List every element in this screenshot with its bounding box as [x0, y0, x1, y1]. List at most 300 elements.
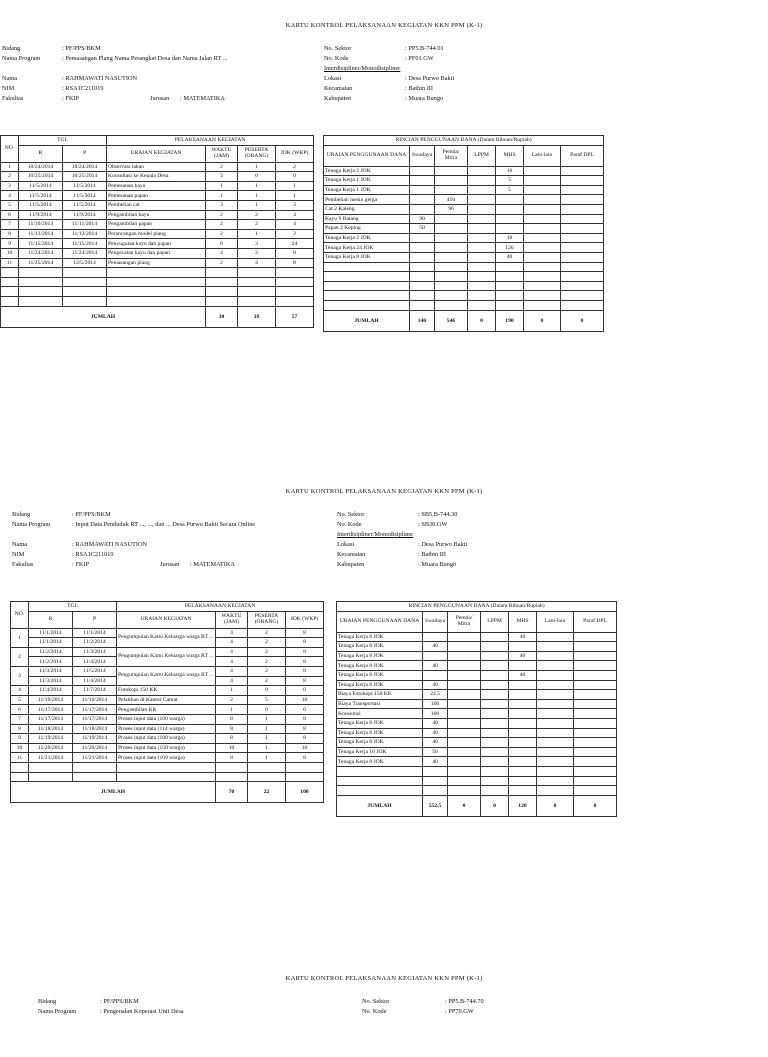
- participants: 5: [248, 695, 286, 705]
- date-p: 11/5/2014: [63, 200, 107, 210]
- total-value: 22: [248, 782, 286, 803]
- jok: 2: [276, 162, 314, 172]
- date-r: 11/21/2014: [29, 753, 73, 763]
- fund-description: Tenaga Kerja 1 JOK: [324, 176, 410, 186]
- col-header-pemda: Pemda/ Mitra: [448, 611, 481, 632]
- fund-description: Cat 2 Kaleng: [324, 204, 410, 214]
- hours: 2: [206, 229, 238, 239]
- location-info: [362, 997, 484, 1017]
- col-header-lppm: LPPM: [468, 145, 496, 166]
- jok: 4: [276, 210, 314, 220]
- row-number: 10: [1, 248, 19, 258]
- field-value-nim: : RSA1C211019: [72, 551, 114, 558]
- total-value: 30: [206, 306, 238, 327]
- field-value-nama: : RAHMAWATI NASUTION: [72, 541, 148, 548]
- field-value-lokasi: : Desa Purwo Bakti: [405, 75, 455, 82]
- col-header-tgl: TGL: [29, 602, 117, 612]
- date-r: 11/3/2014: [29, 676, 73, 686]
- row-number: 11: [1, 258, 19, 268]
- fund-description: Tenaga Kerja 8 JOK: [337, 661, 423, 671]
- date-p: 11/24/2014: [63, 248, 107, 258]
- participants: 2: [248, 666, 286, 676]
- col-header-waktu: WAKTU (JAM): [216, 611, 248, 628]
- field-label: Jurusan: [150, 95, 170, 102]
- fund-amount: 10: [496, 233, 524, 243]
- fund-amount: 40: [423, 757, 448, 767]
- field-value-bidang: : PF/PPS/BKM: [72, 511, 111, 518]
- col-header-paraf: Paraf DPL: [561, 145, 604, 166]
- date-r: 11/15/2014: [19, 239, 63, 249]
- col-header-mhs: MHS: [509, 611, 537, 632]
- activity-description: Pemesanan papan: [107, 191, 206, 201]
- field-value-kecamatan: : Bathin III: [405, 85, 433, 92]
- date-p: 11/7/2014: [73, 686, 117, 696]
- date-p: 11/3/2014: [73, 647, 117, 657]
- activity-description: Pengambilan kayu: [107, 210, 206, 220]
- field-label: Nama Program: [12, 521, 51, 528]
- date-p: 11/15/2014: [63, 239, 107, 249]
- field-value-program: : Pengenalan Koperasi Unit Desa: [100, 1008, 184, 1015]
- fund-amount: 40: [509, 670, 537, 680]
- col-header-pelaksanaan: PELAKSANAAN KEGIATAN: [117, 602, 324, 612]
- hours: 4: [206, 248, 238, 258]
- jok: 0: [286, 705, 324, 715]
- total-value: 546: [435, 310, 468, 331]
- activity-description: Proses input data (114 warga): [117, 724, 216, 734]
- date-p: 11/21/2014: [73, 753, 117, 763]
- activity-description: Pengumpulan Kartu Keluarga warga RT ...: [117, 666, 216, 685]
- date-r: 11/13/2014: [19, 229, 63, 239]
- jok: 8: [286, 753, 324, 763]
- jok: 1: [276, 191, 314, 201]
- fund-description: Tenaga Kerja 8 JOK: [337, 680, 423, 690]
- fund-amount: 100: [423, 699, 448, 709]
- participants: 2: [238, 210, 276, 220]
- field-label: Nama: [12, 541, 28, 548]
- total-value: 0: [537, 795, 574, 816]
- card-title: KARTU KONTROL PELAKSANAAN KEGIATAN KKN PPM (K-1): [285, 22, 483, 29]
- participants: 2: [248, 638, 286, 648]
- field-value-lokasi: : Desa Purwo Bakti: [418, 541, 468, 548]
- field-value-kode: : PP70.GW: [445, 1008, 474, 1015]
- date-p: 11/11/2014: [63, 220, 107, 230]
- jok: 8: [276, 258, 314, 268]
- field-value-kecamatan: : Bathin III: [418, 551, 446, 558]
- fund-description: Biaya Fotokopi 150 KK: [337, 690, 423, 700]
- date-r: 11/17/2014: [29, 714, 73, 724]
- card-title: KARTU KONTROL PELAKSANAAN KEGIATAN KKN PPM (K-1): [285, 488, 483, 495]
- jok: 3: [276, 200, 314, 210]
- participants: 0: [248, 686, 286, 696]
- field-label: No. Kode: [337, 521, 362, 528]
- participants: 1: [248, 743, 286, 753]
- participants: 0: [238, 172, 276, 182]
- row-number: 9: [11, 734, 29, 744]
- date-p: 11/18/2014: [73, 724, 117, 734]
- fund-amount: 50: [410, 224, 435, 234]
- participants: 1: [238, 229, 276, 239]
- fund-amount: 90: [410, 214, 435, 224]
- col-header-lain: Lain-lain: [537, 611, 574, 632]
- field-label: Fakultas: [2, 95, 24, 102]
- field-value-jurusan: : MATEMATIKA: [180, 95, 225, 102]
- date-r: 11/19/2014: [29, 734, 73, 744]
- field-label: Lokasi: [324, 75, 342, 82]
- fund-description: Tenaga Kerja 10 JOK: [337, 747, 423, 757]
- date-p: 10/24/2014: [63, 162, 107, 172]
- field-value-sektor: : PP5.B-744.01: [405, 45, 444, 52]
- activity-description: Pengumpulan Kartu Keluarga warga RT ...: [117, 647, 216, 666]
- row-number: 4: [1, 191, 19, 201]
- activity-description: Pengecatan kayu dan papan: [107, 248, 206, 258]
- hours: 4: [216, 628, 248, 638]
- participants: 1: [238, 162, 276, 172]
- field-value-program: : Pemasangan Plang Nama Perangkat Desa dan Nama Jalan RT ...: [62, 55, 228, 62]
- date-p: 11/1/2014: [73, 628, 117, 638]
- fund-description: Tenaga Kerja 2 JOK: [324, 233, 410, 243]
- fund-amount: 120: [496, 243, 524, 253]
- col-header-swadaya: Swadaya: [423, 611, 448, 632]
- field-label: Fakultas: [12, 561, 34, 568]
- hours: 4: [216, 647, 248, 657]
- fund-description: Tenaga Kerja 8 JOK: [337, 757, 423, 767]
- jok: 8: [286, 734, 324, 744]
- field-value-bidang: : PF/PPS/BKM: [62, 45, 101, 52]
- activity-description: Konsultasi ke Kepala Desa: [107, 172, 206, 182]
- field-label: Kecamatan: [324, 85, 353, 92]
- fund-amount: 100: [423, 709, 448, 719]
- date-p: 10/25/2014: [63, 172, 107, 182]
- fund-amount: 5: [496, 176, 524, 186]
- activity-description: Pelatihan di Kantor Camat: [117, 695, 216, 705]
- col-header-uraian: URAIAN KEGIATAN: [117, 611, 216, 628]
- row-number: 6: [11, 705, 29, 715]
- field-label: Bidang: [38, 998, 57, 1005]
- fund-amount: 40: [423, 680, 448, 690]
- fund-description: Tenaga Kerja 8 JOK: [337, 651, 423, 661]
- fund-amount: 40: [423, 642, 448, 652]
- col-header-pemda: Pemda/ Mitra: [435, 145, 468, 166]
- fund-description: Papan 2 Keping: [324, 224, 410, 234]
- fund-amount: 50: [423, 747, 448, 757]
- row-number: 7: [11, 714, 29, 724]
- row-number: 2: [11, 647, 29, 666]
- fund-amount: 40: [423, 738, 448, 748]
- fund-description: Tenaga Kerja 2 JOK: [324, 166, 410, 176]
- fund-description: Tenaga Kerja 1 JOK: [324, 185, 410, 195]
- participants: 1: [248, 753, 286, 763]
- col-header-tgl: TGL: [19, 136, 107, 146]
- col-header-p: P: [73, 611, 117, 628]
- total-label: JUMLAH: [324, 310, 410, 331]
- hours: 4: [216, 666, 248, 676]
- date-r: 11/25/2014: [19, 258, 63, 268]
- date-p: 11/20/2014: [73, 743, 117, 753]
- activity-description: Pemesanan kayu: [107, 181, 206, 191]
- field-label: Kabupaten: [324, 95, 352, 102]
- field-label: No. Kode: [362, 1008, 387, 1015]
- date-r: 11/4/2014: [29, 686, 73, 696]
- fund-description: Tenaga Kerja 8 JOK: [337, 718, 423, 728]
- total-value: 0: [448, 795, 481, 816]
- field-label: NIM: [2, 85, 15, 92]
- col-header-no: NO.: [11, 602, 29, 629]
- hours: 8: [216, 734, 248, 744]
- row-number: 9: [1, 239, 19, 249]
- fund-description: Tenaga Kerja 8 JOK: [324, 252, 410, 262]
- date-r: 11/10/2014: [29, 695, 73, 705]
- fund-amount: 450: [435, 195, 468, 205]
- hours: 4: [216, 657, 248, 667]
- row-number: 8: [11, 724, 29, 734]
- jok: 8: [286, 714, 324, 724]
- field-value-nim: : RSA1C211019: [62, 85, 104, 92]
- jok: 1: [276, 181, 314, 191]
- date-p: 11/5/2014: [73, 666, 117, 676]
- row-number: 3: [11, 666, 29, 685]
- col-header-p: P: [63, 145, 107, 162]
- date-p: 11/17/2014: [73, 705, 117, 715]
- date-r: 11/17/2014: [29, 705, 73, 715]
- activity-description: Perancangan model plang: [107, 229, 206, 239]
- field-value-kode: : SB30.GW: [418, 521, 448, 528]
- fund-amount: 40: [509, 651, 537, 661]
- activity-description: Pengambilan KK: [117, 705, 216, 715]
- total-value: 140: [410, 310, 435, 331]
- activity-description: Proses input data (109 warga): [117, 753, 216, 763]
- field-label: NIM: [12, 551, 25, 558]
- row-number: 2: [1, 172, 19, 182]
- field-value-bidang: : PF/PPS/BKM: [100, 998, 139, 1005]
- participants: 1: [238, 200, 276, 210]
- field-label: No. Kode: [324, 55, 349, 62]
- participants: 2: [238, 248, 276, 258]
- participants: 2: [238, 220, 276, 230]
- jok: 8: [286, 676, 324, 686]
- fund-amount: 10: [496, 166, 524, 176]
- date-r: 11/3/2014: [29, 666, 73, 676]
- fund-amount: 40: [423, 718, 448, 728]
- hours: 2: [206, 162, 238, 172]
- hours: 3: [206, 172, 238, 182]
- date-p: 11/10/2014: [73, 695, 117, 705]
- field-value-fakultas: : FKIP: [62, 95, 79, 102]
- fund-description: Tenaga Kerja 8 JOK: [337, 738, 423, 748]
- field-label: No. Sektor: [337, 511, 365, 518]
- field-value-sektor: : SB5.B-744.30: [418, 511, 458, 518]
- hours: 1: [206, 181, 238, 191]
- fund-description: Biaya Transportasi: [337, 699, 423, 709]
- total-value: 0: [561, 310, 604, 331]
- fund-amount: 22.5: [423, 690, 448, 700]
- date-r: 10/24/2014: [19, 162, 63, 172]
- activity-description: Pengumpulan Kartu Keluarga warga RT ...: [117, 628, 216, 647]
- col-header-uraian_dana: URAIAN PENGGUNAAN DANA: [337, 611, 423, 632]
- interdisciplinary-label: Interdisipliner/Monodisipliner: [324, 65, 401, 72]
- date-p: 11/13/2014: [63, 229, 107, 239]
- field-value-kabupaten: : Muara Bungo: [405, 95, 444, 102]
- total-value: 0: [481, 795, 509, 816]
- date-p: 11/17/2014: [73, 714, 117, 724]
- col-header-pelaksanaan: PELAKSANAAN KEGIATAN: [107, 136, 314, 146]
- activity-description: Proses input data (100 warga): [117, 714, 216, 724]
- total-value: 0: [574, 795, 617, 816]
- hours: 2: [216, 695, 248, 705]
- activity-description: Proses input data (150 warga): [117, 743, 216, 753]
- participants: 1: [248, 714, 286, 724]
- total-value: 0: [524, 310, 561, 331]
- date-r: 11/1/2014: [29, 638, 73, 648]
- field-label: Nama Program: [38, 1008, 77, 1015]
- total-label: JUMLAH: [337, 795, 423, 816]
- fund-description: Tenaga Kerja 8 JOK: [337, 642, 423, 652]
- date-r: 10/25/2014: [19, 172, 63, 182]
- date-p: 11/4/2014: [73, 676, 117, 686]
- col-header-paraf: Paraf DPL: [574, 611, 617, 632]
- col-header-lppm: LPPM: [481, 611, 509, 632]
- col-header-jok: JOK (WKP): [276, 145, 314, 162]
- date-r: 11/5/2014: [19, 200, 63, 210]
- fund-table-title: RINCIAN PENGGUNAAN DANA (Dalam Ribuan/Rupiah): [337, 602, 617, 612]
- hours: 2: [206, 220, 238, 230]
- fund-description: Pembelian mesin gerga: [324, 195, 410, 205]
- date-r: 11/18/2014: [29, 724, 73, 734]
- col-header-uraian: URAIAN KEGIATAN: [107, 145, 206, 162]
- field-label: Kecamatan: [337, 551, 366, 558]
- row-number: 5: [1, 200, 19, 210]
- total-value: 0: [468, 310, 496, 331]
- col-header-waktu: WAKTU (JAM): [206, 145, 238, 162]
- row-number: 6: [1, 210, 19, 220]
- fund-description: Tenaga Kerja 8 JOK: [337, 632, 423, 642]
- fund-description: Kayu 9 Batang: [324, 214, 410, 224]
- date-r: 11/20/2014: [29, 743, 73, 753]
- hours: 4: [216, 638, 248, 648]
- activity-description: Penyugutan kayu dan papan: [107, 239, 206, 249]
- hours: 3: [206, 200, 238, 210]
- total-value: 57: [276, 306, 314, 327]
- fund-description: Tenaga Kerja 24 JOK: [324, 243, 410, 253]
- jok: 0: [276, 172, 314, 182]
- card-title: KARTU KONTROL PELAKSANAAN KEGIATAN KKN PPM (K-1): [285, 975, 483, 982]
- fund-description: Konsumsi: [337, 709, 423, 719]
- col-header-r: R: [19, 145, 63, 162]
- row-number: 1: [11, 628, 29, 647]
- date-r: 11/10/2014: [19, 220, 63, 230]
- field-label: Kabupaten: [337, 561, 365, 568]
- total-value: 100: [286, 782, 324, 803]
- hours: 4: [216, 676, 248, 686]
- date-p: 11/19/2014: [73, 734, 117, 744]
- participants: 0: [248, 705, 286, 715]
- activity-description: Observasi lahan: [107, 162, 206, 172]
- date-p: 11/5/2014: [63, 181, 107, 191]
- total-value: 552.5: [423, 795, 448, 816]
- jok: 8: [286, 638, 324, 648]
- col-header-peserta: PESERTA (ORANG): [238, 145, 276, 162]
- fund-amount: 40: [423, 661, 448, 671]
- field-value-sektor: : PP5.B-744.70: [445, 998, 484, 1005]
- field-label: No. Sektor: [362, 998, 390, 1005]
- hours: 1: [216, 686, 248, 696]
- col-header-r: R: [29, 611, 73, 628]
- participants: 2: [248, 676, 286, 686]
- fund-description: Tenaga Kerja 8 JOK: [337, 728, 423, 738]
- activity-description: Pengambilan papan: [107, 220, 206, 230]
- date-r: 11/24/2014: [19, 248, 63, 258]
- date-r: 11/5/2014: [19, 191, 63, 201]
- hours: 1: [216, 705, 248, 715]
- fund-amount: 40: [423, 728, 448, 738]
- col-header-no: NO.: [1, 136, 19, 163]
- col-header-swadaya: Swadaya: [410, 145, 435, 166]
- hours: 2: [206, 258, 238, 268]
- hours: 8: [206, 239, 238, 249]
- hours: 10: [216, 743, 248, 753]
- row-number: 10: [11, 743, 29, 753]
- participants: 1: [238, 181, 276, 191]
- participants: 1: [248, 724, 286, 734]
- hours: 8: [216, 753, 248, 763]
- hours: 8: [216, 724, 248, 734]
- participants: 2: [248, 657, 286, 667]
- jok: 8: [286, 657, 324, 667]
- col-header-uraian_dana: URAIAN PENGGUNAAN DANA: [324, 145, 410, 166]
- date-r: 11/1/2014: [29, 628, 73, 638]
- total-value: 120: [509, 795, 537, 816]
- interdisciplinary-label: Interdisipliner/Monodisipliner: [337, 531, 414, 538]
- field-label: Nama Program: [2, 55, 41, 62]
- field-label: No. Sektor: [324, 45, 352, 52]
- date-p: 11/9/2014: [63, 210, 107, 220]
- field-label: Jurusan: [160, 561, 180, 568]
- total-value: 190: [496, 310, 524, 331]
- date-p: 11/4/2014: [73, 657, 117, 667]
- activity-description: Pembelian cat: [107, 200, 206, 210]
- jok: 10: [286, 743, 324, 753]
- date-p: 11/2/2014: [73, 638, 117, 648]
- fund-amount: 96: [435, 204, 468, 214]
- row-number: 7: [1, 220, 19, 230]
- jok: 24: [276, 239, 314, 249]
- participants: 4: [238, 258, 276, 268]
- row-number: 3: [1, 181, 19, 191]
- total-value: 18: [238, 306, 276, 327]
- row-number: 4: [11, 686, 29, 696]
- field-label: Lokasi: [337, 541, 355, 548]
- col-header-peserta: PESERTA (ORANG): [248, 611, 286, 628]
- fund-table-title: RINCIAN PENGGUNAAN DANA (Dalam Ribuan/Rupiah): [324, 136, 604, 146]
- row-number: 11: [11, 753, 29, 763]
- activity-description: Fotokopi 150 KK: [117, 686, 216, 696]
- jok: 8: [286, 647, 324, 657]
- row-number: 5: [11, 695, 29, 705]
- col-header-lain: Lain-lain: [524, 145, 561, 166]
- total-value: 70: [216, 782, 248, 803]
- field-label: Bidang: [12, 511, 31, 518]
- date-r: 11/9/2014: [19, 210, 63, 220]
- field-value-jurusan: : MATEMATIKA: [190, 561, 235, 568]
- hours: 2: [206, 210, 238, 220]
- row-number: 1: [1, 162, 19, 172]
- field-value-kode: : PF01.GW: [405, 55, 434, 62]
- jok: 2: [276, 229, 314, 239]
- row-number: 8: [1, 229, 19, 239]
- date-r: 11/5/2014: [19, 181, 63, 191]
- jok: 4: [276, 220, 314, 230]
- field-value-nama: : RAHMAWATI NASUTION: [62, 75, 138, 82]
- col-header-jok: JOK (WKP): [286, 611, 324, 628]
